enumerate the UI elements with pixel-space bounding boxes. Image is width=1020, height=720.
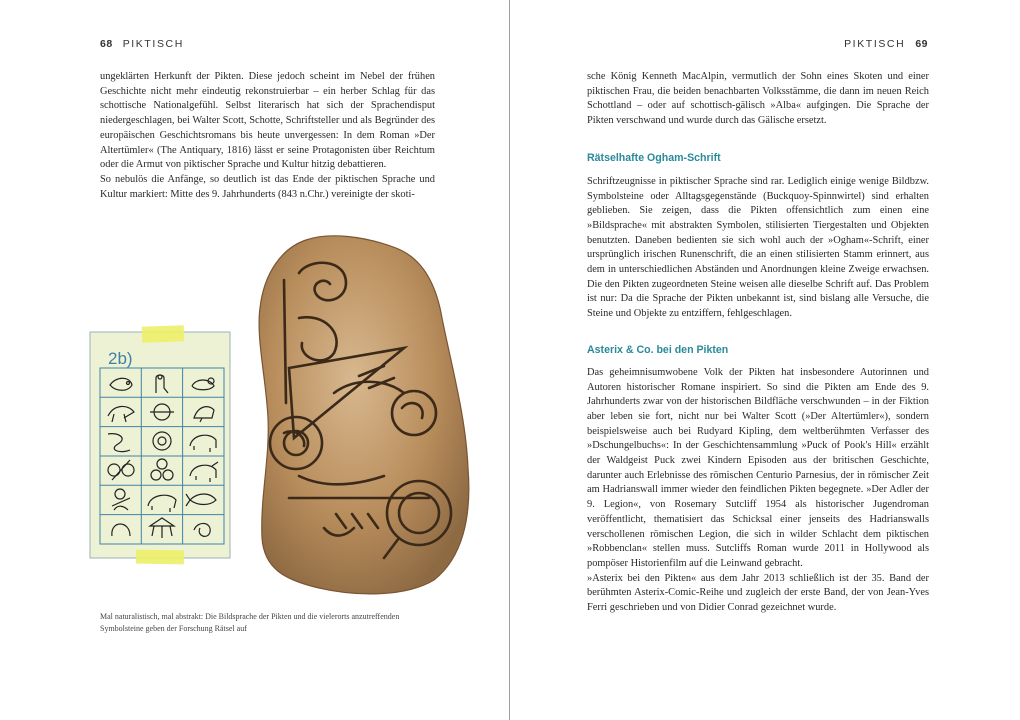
right-page (510, 0, 1020, 720)
symbol-stone (259, 236, 469, 594)
section-asterix-paragraph-2: »Asterix bei den Pikten« aus dem Jahr 2013 schließlich ist der 35. Band der berühmten Asterix-Comic-Reihe und zugleich der erste Band, der von Jean-Yves Ferri geschrieben und von Didier Conrad gezeichnet wurde. (587, 572, 929, 614)
right-page-number: 69 (915, 38, 928, 50)
left-page-number: 68 (100, 38, 113, 50)
right-intro-paragraph: sche König Kenneth MacAlpin, vermutlich der Sohn eines Skoten und einer piktischen Frau, die beiden benachbarten Volksstämme, die dann im neuen Reich Schottland – oder auf schottisch-gälisch »Alba« aufgingen. Die Sprache der Pikten verschwand und wurde durch das Gälische ersetzt. (587, 71, 929, 127)
right-body-text (587, 70, 929, 616)
left-body-text (100, 70, 435, 202)
left-page (0, 0, 509, 720)
right-running-head (844, 38, 928, 50)
left-running-head (100, 38, 184, 50)
card-label: 2b) (108, 349, 133, 368)
left-paragraph-2: So nebulös die Anfänge, so deutlich ist das Ende der piktischen Sprache und Kultur markiert: Mitte des 9. Jahrhunderts (843 n.Chr.) vereinigte der skoti- (100, 173, 435, 200)
section-heading-asterix: Asterix & Co. bei den Pikten (587, 343, 729, 356)
section-asterix-paragraph-1: Das geheimnisumwobene Volk der Pikten hat insbesondere Autorinnen und Autoren historischer Romane inspiriert. So sind die Pikten am Ende des 9. Jahrhunderts zwar von der historischen Bildfläche verschwunden – in der Fiktion aber leben sie fort, nicht nur bei Walter Scott (»Der Altertümler«), sondern beispielsweise auch bei Rudyard Kipling, dem weltberühmten Verfasser des »Dschungelbuchs«: In der Geschichtensammlung »Puck of Pook's Hill« erzählt der Waldgeist Puck zwei Kindern Episoden aus der britischen Geschichte, darunter auch Erlebnisse des römischen Centurio Parnesius, der in römischer Zeit am Hadrianswall immer wieder den feindlichen Pikten begegnete. »Der Adler der 9. Legion«, von Rosemary Sutcliff 1954 als historischer Jugendroman veröffentlicht, thematisiert das Schicksal einer jenseits des Hadrianswalls verschollenen römischen Legion, die sich in wilder Schlacht dem piktischen »Robbenclan« stellen muss. Sutcliffs Roman wurde 2011 in Hollywood als pompöser Historienfilm auf die Leinwand gebracht. (587, 366, 929, 569)
left-running-head-title: PIKTISCH (122, 38, 184, 50)
illustration (84, 228, 484, 600)
figure-caption: Mal naturalistisch, mal abstrakt: Die Bildsprache der Pikten und die vielerorts anzutreffenden Symbolsteine geben der Forschung Rätsel auf (100, 612, 400, 633)
symbol-card (90, 325, 230, 564)
section-ogham-paragraph: Schriftzeugnisse in piktischer Sprache sind rar. Lediglich einige wenige Bildbzw. Symbolsteine oder Alltagsgegenstände (Buckquoy-Spinnwirtel) sind erhalten geblieben. Sie zeigen, dass die Pikten offensichtlich zum einen eine »Bildsprache« mit abstrakten Symbolen, stilisierten Tiergestalten und Objekten benutzten. Daneben bedienten sie sich wohl auch der »Ogham«-Schrift, einer ursprünglich irischen Runenschrift, die an einen stilisierten Stamm erinnert, aus dem in unterschiedlichen Abständen und Anordnungen kleine Zweige erwachsen. Die den Pikten zugeordneten Steine weisen alle dieselbe Schrift auf. Das Problem ist nur: Da die Sprache der Pikten unbekannt ist, sind bislang alle Versuche, die Steine und Objekte zu entziffern, fehlgeschlagen. (587, 175, 929, 320)
right-running-head-title: PIKTISCH (844, 38, 906, 50)
section-heading-ogham: Rätselhafte Ogham-Schrift (587, 151, 721, 164)
left-paragraph-1: ungeklärten Herkunft der Pikten. Diese jedoch scheint im Nebel der frühen Geschichte nicht mehr eindeutig rekonstruierbar – ein herber Schlag für das schottische Nationalgefühl. Selbst literarisch hat sich der Sprachendisput niedergeschlagen, bei Walter Scott, Schotte, Schriftsteller und als Begründer des europäischen Geschichtsromans bis heute unvergessen: In dem Roman »Der Altertümler« (The Antiquary, 1816) lässt er seine Protagonisten über Reichtum oder die Armut von piktischer Sprache und Kultur hitzig debattieren. (100, 71, 435, 171)
